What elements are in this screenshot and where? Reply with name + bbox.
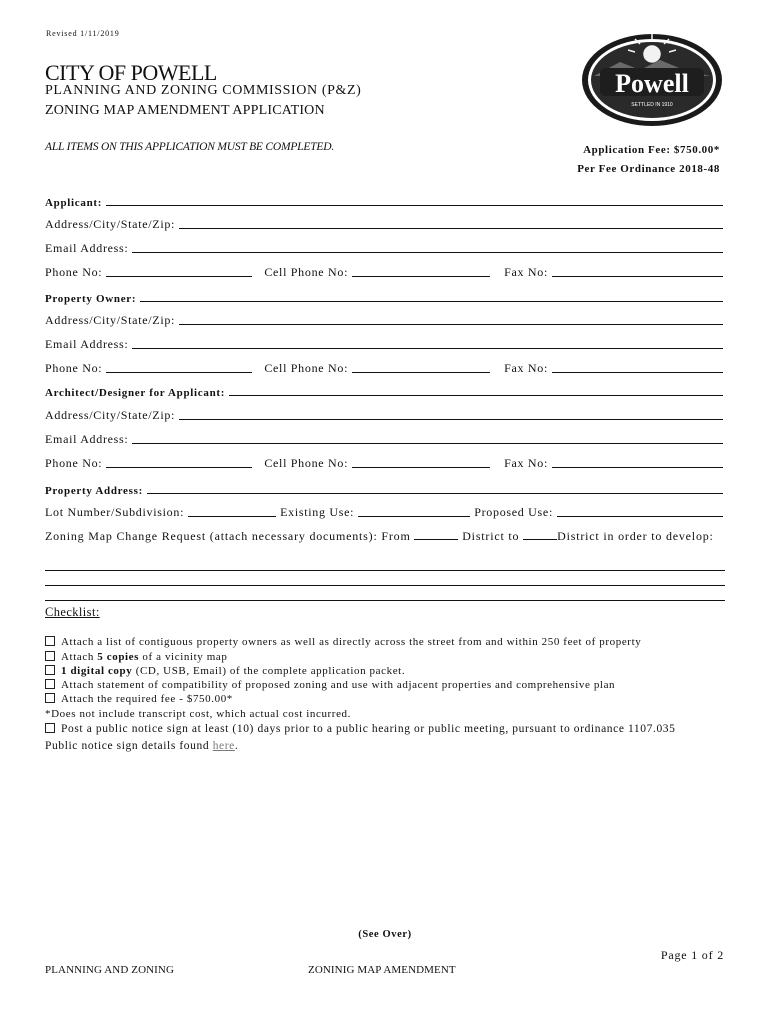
zoning-request-text-3: District in order to develop:: [557, 529, 714, 543]
logo-subtext: SETTLED IN 1910: [631, 102, 673, 108]
page-number: Page 1 of 2: [660, 948, 724, 962]
fax-label: Fax No:: [504, 456, 549, 470]
owner-address-row: [45, 310, 723, 328]
phone-label: Phone No:: [45, 361, 103, 375]
applicant-fax-field[interactable]: [552, 264, 723, 277]
checkbox[interactable]: [45, 665, 55, 675]
checklist-item-contiguous-owners: [45, 636, 641, 648]
phone-label: Phone No:: [45, 265, 103, 279]
existing-use-field[interactable]: [358, 504, 470, 517]
checklist-item-text: of a vicinity map: [139, 651, 228, 663]
checklist-item-bold: 1 digital copy: [61, 665, 133, 677]
applicant-address-field[interactable]: [179, 216, 723, 229]
architect-address-row: [45, 405, 723, 423]
applicant-row: [45, 191, 723, 209]
applicant-label: Applicant:: [45, 197, 103, 209]
architect-phone-field[interactable]: [106, 455, 252, 468]
owner-email-row: [45, 334, 723, 352]
sign-details-text: Public notice sign details found: [45, 740, 210, 752]
property-address-label: Property Address:: [45, 485, 143, 497]
fax-label: Fax No:: [504, 265, 549, 279]
address-label: Address/City/State/Zip:: [45, 217, 176, 231]
applicant-email-row: [45, 238, 723, 256]
develop-line-1[interactable]: [45, 570, 725, 571]
checklist-item-bold: 5 copies: [97, 651, 140, 663]
lot-label: Lot Number/Subdivision:: [45, 505, 185, 519]
architect-row: [45, 381, 723, 399]
sign-details: [45, 740, 238, 752]
fee-note: *Does not include transcript cost, which actual cost incurred.: [45, 708, 352, 720]
commission-title: PLANNING AND ZONING COMMISSION (P&Z): [45, 83, 362, 98]
applicant-field[interactable]: [106, 193, 723, 206]
lot-field[interactable]: [188, 504, 276, 517]
revised-date: Revised 1/11/2019: [46, 29, 120, 38]
cell-label: Cell Phone No:: [264, 456, 349, 470]
checklist-item-text: Attach statement of compatibility of proposed zoning and use with adjacent properties and comprehensive plan: [61, 679, 616, 691]
applicant-phone-field[interactable]: [106, 264, 252, 277]
fax-label: Fax No:: [504, 361, 549, 375]
checkbox[interactable]: [45, 651, 55, 661]
architect-email-field[interactable]: [132, 431, 723, 444]
architect-field[interactable]: [229, 383, 723, 396]
applicant-email-field[interactable]: [132, 240, 723, 253]
sign-details-end: .: [234, 740, 239, 752]
existing-use-label: Existing Use:: [280, 505, 355, 519]
form-title: ZONING MAP AMENDMENT APPLICATION: [45, 103, 325, 118]
owner-field[interactable]: [140, 289, 723, 302]
zoning-request: [45, 528, 727, 544]
architect-fax-field[interactable]: [552, 455, 723, 468]
owner-label: Property Owner:: [45, 293, 137, 305]
checkbox[interactable]: [45, 693, 55, 703]
to-district-field[interactable]: [523, 529, 557, 540]
owner-phone-field[interactable]: [106, 360, 252, 373]
checklist-item-compatibility: [45, 679, 615, 691]
lot-use-row: [45, 502, 723, 520]
checklist-item-fee: [45, 693, 233, 705]
owner-email-field[interactable]: [132, 336, 723, 349]
owner-row: [45, 287, 723, 305]
property-address-field[interactable]: [147, 481, 723, 494]
checklist-item-vicinity-map: [45, 651, 227, 663]
checklist-item-public-notice: [45, 723, 676, 735]
property-address-row: [45, 479, 723, 497]
powell-logo: [580, 30, 725, 130]
applicant-address-row: [45, 214, 723, 232]
owner-address-field[interactable]: [179, 312, 723, 325]
fee-block: [577, 141, 720, 179]
owner-fax-field[interactable]: [552, 360, 723, 373]
address-label: Address/City/State/Zip:: [45, 408, 176, 422]
email-label: Email Address:: [45, 241, 129, 255]
checklist-item-text: Attach: [61, 651, 98, 663]
footer-middle: ZONINIG MAP AMENDMENT: [308, 964, 456, 976]
architect-label: Architect/Designer for Applicant:: [45, 387, 226, 399]
from-district-field[interactable]: [414, 529, 458, 540]
fee-ordinance: Per Fee Ordinance 2018-48: [577, 163, 720, 175]
all-items-notice: ALL ITEMS ON THIS APPLICATION MUST BE COMPLETED.: [45, 141, 335, 153]
checklist-item-digital-copy: [45, 665, 405, 677]
checklist-item-text: Post a public notice sign at least (10) days prior to a public hearing or public meeting, pursuant to ordinance 1107.035: [61, 723, 676, 735]
checklist-item-text: (CD, USB, Email) of the complete application packet.: [132, 665, 406, 677]
email-label: Email Address:: [45, 432, 129, 446]
architect-phone-row: [45, 453, 723, 471]
zoning-request-text-2: District to: [462, 529, 520, 543]
fee-amount: Application Fee: $750.00*: [583, 144, 720, 156]
proposed-use-field[interactable]: [557, 504, 723, 517]
proposed-use-label: Proposed Use:: [474, 505, 553, 519]
cell-label: Cell Phone No:: [264, 361, 349, 375]
architect-cell-field[interactable]: [352, 455, 490, 468]
develop-line-3[interactable]: [45, 600, 725, 601]
checklist-item-text: Attach a list of contiguous property owners as well as directly across the street from and within 250 feet of property: [61, 636, 642, 648]
cell-label: Cell Phone No:: [264, 265, 349, 279]
checklist-item-text: Attach the required fee - $750.00*: [61, 693, 233, 705]
checklist-title: Checklist:: [45, 605, 100, 619]
checkbox[interactable]: [45, 723, 55, 733]
phone-label: Phone No:: [45, 456, 103, 470]
owner-cell-field[interactable]: [352, 360, 490, 373]
checkbox[interactable]: [45, 636, 55, 646]
architect-address-field[interactable]: [179, 407, 723, 420]
see-over: (See Over): [358, 929, 412, 940]
zoning-request-text-1: Zoning Map Change Request (attach necessary documents): From: [45, 529, 411, 543]
develop-line-2[interactable]: [45, 585, 725, 586]
address-label: Address/City/State/Zip:: [45, 313, 176, 327]
checkbox[interactable]: [45, 679, 55, 689]
city-title: CITY OF POWELL: [45, 60, 217, 85]
applicant-phone-row: [45, 262, 723, 280]
footer-left: PLANNING AND ZONING: [45, 964, 175, 976]
architect-email-row: [45, 429, 723, 447]
sign-details-link[interactable]: here: [212, 740, 235, 752]
logo-text: Powell: [615, 69, 689, 98]
applicant-cell-field[interactable]: [352, 264, 490, 277]
email-label: Email Address:: [45, 337, 129, 351]
owner-phone-row: [45, 358, 723, 376]
